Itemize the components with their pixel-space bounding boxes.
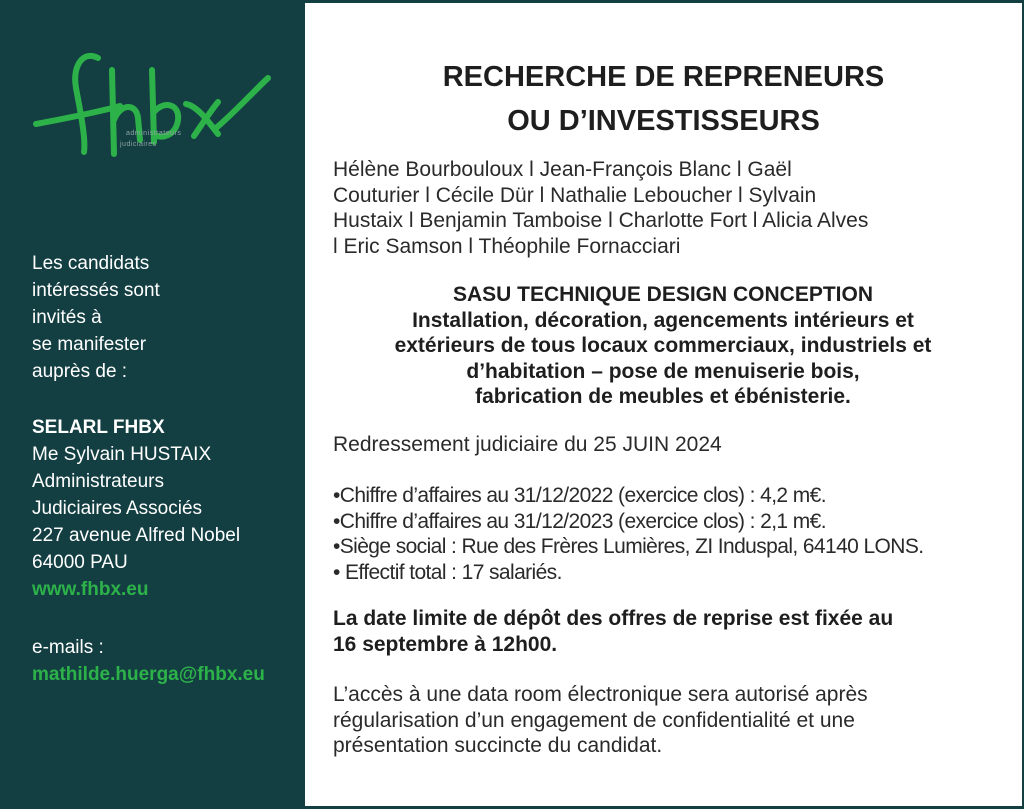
contact-line: Administrateurs <box>32 471 164 492</box>
title-line: RECHERCHE DE REPRENEURS <box>442 61 885 93</box>
sidebar <box>0 0 305 809</box>
company-line: fabrication de meubles et ébénisterie. <box>475 385 851 408</box>
key-figure-item: • Effectif total : 17 salariés. <box>333 560 562 584</box>
key-figure-item: •Chiffre d’affaires au 31/12/2023 (exercice clos) : 2,1 m€. <box>333 509 826 533</box>
intro-text <box>32 250 160 385</box>
company-line: extérieurs de tous locaux commerciaux, industriels et <box>394 334 932 357</box>
emails-label: e-mails : <box>32 637 104 658</box>
dataroom-line: présentation succincte du candidat. <box>333 734 663 757</box>
dataroom-line: L’accès à une data room électronique sera autorisé après <box>333 683 868 706</box>
title-line: OU D’INVESTISSEURS <box>507 105 820 137</box>
website-link[interactable]: www.fhbx.eu <box>32 579 149 600</box>
intro-line: invités à <box>32 307 102 328</box>
names-line: Hustaix l Benjamin Tamboise l Charlotte Fort l Alicia Alves <box>333 209 869 232</box>
logo-subtitle-2: judiciaires <box>120 141 157 148</box>
company-line: Installation, décoration, agencements intérieurs et <box>412 308 914 332</box>
contact-line: 227 avenue Alfred Nobel <box>32 525 241 546</box>
company-description <box>333 282 993 410</box>
contact-line: 64000 PAU <box>32 552 128 573</box>
firm-name: SELARL FHBX <box>32 417 165 438</box>
company-name: SASU TECHNIQUE DESIGN CONCEPTION <box>452 283 874 306</box>
dataroom-notice <box>333 682 998 759</box>
contact-block <box>32 414 240 603</box>
names-line: Couturier l Cécile Dür l Nathalie Leboucher l Sylvain <box>333 183 817 207</box>
fhbx-logo <box>28 48 278 168</box>
deadline-notice <box>333 606 998 657</box>
company-line: d’habitation – pose de menuiserie bois, <box>466 359 860 383</box>
page-title <box>305 55 1022 143</box>
key-figures-list <box>333 483 998 585</box>
key-figure-item: •Chiffre d’affaires au 31/12/2022 (exercice clos) : 4,2 m€. <box>333 484 826 507</box>
procedure-text: Redressement judiciaire du 25 JUIN 2024 <box>333 433 722 456</box>
intro-line: se manifester <box>32 334 147 355</box>
names-line: Hélène Bourbouloux l Jean-François Blanc l Gaël <box>333 158 792 181</box>
deadline-line: 16 septembre à 12h00. <box>333 632 558 656</box>
intro-line: auprès de : <box>32 361 128 382</box>
intro-line: intéressés sont <box>32 280 160 301</box>
fhbx-logo-mark <box>28 48 278 168</box>
announcement-panel <box>305 3 1022 806</box>
deadline-line: La date limite de dépôt des offres de reprise est fixée au <box>333 607 894 630</box>
intro-line: Les candidats <box>32 253 150 274</box>
key-figure-item: •Siège social : Rue des Frères Lumières, ZI Induspal, 64140 LONS. <box>333 535 924 558</box>
logo-subtitle-1: administrateurs <box>126 130 182 137</box>
email-block <box>32 634 265 688</box>
names-line: l Eric Samson l Théophile Fornacciari <box>333 234 681 258</box>
email-link[interactable]: mathilde.huerga@fhbx.eu <box>32 664 265 685</box>
contact-line: Judiciaires Associés <box>32 498 203 519</box>
administrators-list <box>333 157 998 259</box>
dataroom-line: régularisation d’un engagement de confidentialité et une <box>333 708 855 732</box>
contact-line: Me Sylvain HUSTAIX <box>32 444 212 465</box>
